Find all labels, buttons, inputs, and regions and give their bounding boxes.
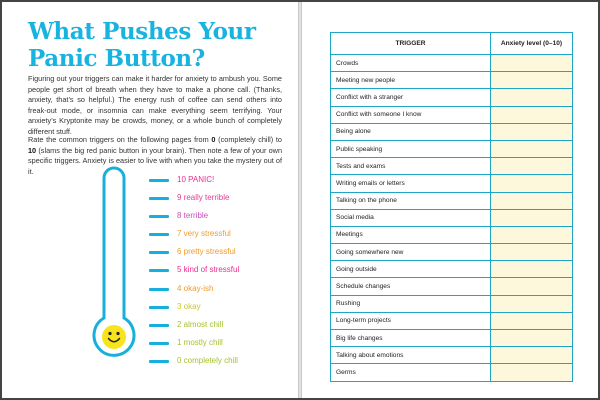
scale-level-label: 4 okay-ish [177, 283, 214, 293]
trigger-cell: Crowds [331, 55, 491, 72]
page-title: What Pushes Your Panic Button? [28, 18, 256, 72]
smiley-eye-right [116, 332, 119, 335]
trigger-table [330, 32, 573, 382]
scale-level [149, 191, 289, 209]
anxiety-rating-cell[interactable] [491, 158, 573, 175]
table-row [331, 226, 573, 243]
trigger-cell: Schedule changes [331, 278, 491, 295]
scale-level-label: 10 PANIC! [177, 175, 215, 184]
scale-level-label: 6 pretty stressful [177, 247, 236, 257]
trigger-cell: Long-term projects [331, 312, 491, 329]
anxiety-rating-cell[interactable] [491, 347, 573, 364]
scale-level-label: 5 kind of stressful [177, 265, 240, 275]
table-row [331, 278, 573, 295]
thermometer-graphic [89, 166, 149, 376]
scale-level [149, 245, 289, 263]
table-row [331, 261, 573, 278]
trigger-cell: Going outside [331, 261, 491, 278]
scale-level [149, 336, 289, 354]
anxiety-rating-cell[interactable] [491, 192, 573, 209]
table-row [331, 55, 573, 72]
table-row [331, 312, 573, 329]
anxiety-rating-cell[interactable] [491, 209, 573, 226]
scale-tick [149, 179, 169, 182]
scale-level [149, 263, 289, 281]
scale-level-label: 1 mostly chill [177, 337, 223, 347]
anxiety-rating-cell[interactable] [491, 261, 573, 278]
table-row [331, 295, 573, 312]
trigger-cell: Social media [331, 209, 491, 226]
trigger-cell: Going somewhere new [331, 244, 491, 261]
scale-level [149, 282, 289, 300]
table-header-row [331, 33, 573, 55]
instructions-part-3: (slams the big red panic button in your brain). Then note a few of your own specific triggers. Anxiety is easier to live with when you take the mystery out of it. [28, 145, 282, 176]
scale-level-label: 8 terrible [177, 211, 209, 221]
table-row [331, 175, 573, 192]
trigger-cell: Talking on the phone [331, 192, 491, 209]
trigger-cell: Meetings [331, 226, 491, 243]
scale-level-label: 7 very stressful [177, 229, 231, 239]
anxiety-rating-cell[interactable] [491, 123, 573, 140]
table-row [331, 244, 573, 261]
scale-level [149, 173, 289, 191]
scale-tick [149, 342, 169, 345]
anxiety-level-column-header: Anxiety level (0–10) [491, 33, 573, 55]
scale-level-label: 9 really terrible [177, 193, 230, 203]
anxiety-rating-cell[interactable] [491, 278, 573, 295]
right-page [302, 2, 598, 398]
table-row [331, 123, 573, 140]
scale-level [149, 300, 289, 318]
trigger-cell: Tests and exams [331, 158, 491, 175]
instructions-part-2: (completely chill) to [215, 135, 282, 144]
smiley-eye-left [108, 332, 111, 335]
table-row [331, 192, 573, 209]
scale-level-label: 3 okay [177, 301, 201, 311]
scale-level [149, 354, 289, 372]
panic-thermometer [89, 166, 289, 376]
trigger-cell: Meeting new people [331, 72, 491, 89]
trigger-cell: Being alone [331, 123, 491, 140]
scale-level-label: 2 almost chill [177, 319, 224, 329]
instructions-part-1: Rate the common triggers on the following pages from [28, 135, 212, 144]
anxiety-rating-cell[interactable] [491, 140, 573, 157]
scale-tick [149, 269, 169, 272]
scale-tick [149, 360, 169, 363]
trigger-cell: Big life changes [331, 330, 491, 347]
scale-tick [149, 288, 169, 291]
scale-tick [149, 306, 169, 309]
anxiety-rating-cell[interactable] [491, 89, 573, 106]
scale-level-label: 0 completely chill [177, 355, 238, 365]
scale-tick [149, 233, 169, 236]
scale-tick [149, 197, 169, 200]
trigger-cell: Writing emails or letters [331, 175, 491, 192]
smiley-icon [102, 325, 126, 349]
table-row [331, 347, 573, 364]
anxiety-rating-cell[interactable] [491, 244, 573, 261]
scale-max-value: 10 [28, 145, 37, 155]
table-row [331, 364, 573, 381]
table-row [331, 330, 573, 347]
scale-level [149, 227, 289, 245]
scale-levels [149, 173, 289, 372]
anxiety-rating-cell[interactable] [491, 226, 573, 243]
trigger-cell: Conflict with someone I know [331, 106, 491, 123]
trigger-cell: Conflict with a stranger [331, 89, 491, 106]
scale-tick [149, 324, 169, 327]
table-row [331, 158, 573, 175]
table-row [331, 72, 573, 89]
scale-tick [149, 251, 169, 254]
anxiety-rating-cell[interactable] [491, 295, 573, 312]
table-row [331, 89, 573, 106]
trigger-cell: Talking about emotions [331, 347, 491, 364]
anxiety-rating-cell[interactable] [491, 175, 573, 192]
table-row [331, 140, 573, 157]
trigger-cell: Germs [331, 364, 491, 381]
intro-paragraph: Figuring out your triggers can make it harder for anxiety to ambush you. Some people get short of breath when they have to make a phone call. (Thanks, anxiety, that’s so helpful.) The energy rush of coffee can send others into freak-out mode, or insomnia can make everything seem terrifying. Your anxiety’s Kryptonite may be crowds, money, or a whole bunch of completely different stuff. [28, 74, 282, 136]
table-row [331, 106, 573, 123]
anxiety-rating-cell[interactable] [491, 106, 573, 123]
anxiety-rating-cell[interactable] [491, 72, 573, 89]
scale-tick [149, 215, 169, 218]
left-page [2, 2, 298, 398]
anxiety-rating-cell[interactable] [491, 330, 573, 347]
scale-level [149, 318, 289, 336]
anxiety-rating-cell[interactable] [491, 55, 573, 72]
table-row [331, 209, 573, 226]
scale-min-value: 0 [211, 135, 216, 144]
trigger-cell: Rushing [331, 295, 491, 312]
trigger-column-header: TRIGGER [331, 33, 491, 55]
trigger-cell: Public speaking [331, 140, 491, 157]
scale-level [149, 209, 289, 227]
anxiety-rating-cell[interactable] [491, 312, 573, 329]
trigger-table-body [331, 55, 573, 382]
anxiety-rating-cell[interactable] [491, 364, 573, 381]
